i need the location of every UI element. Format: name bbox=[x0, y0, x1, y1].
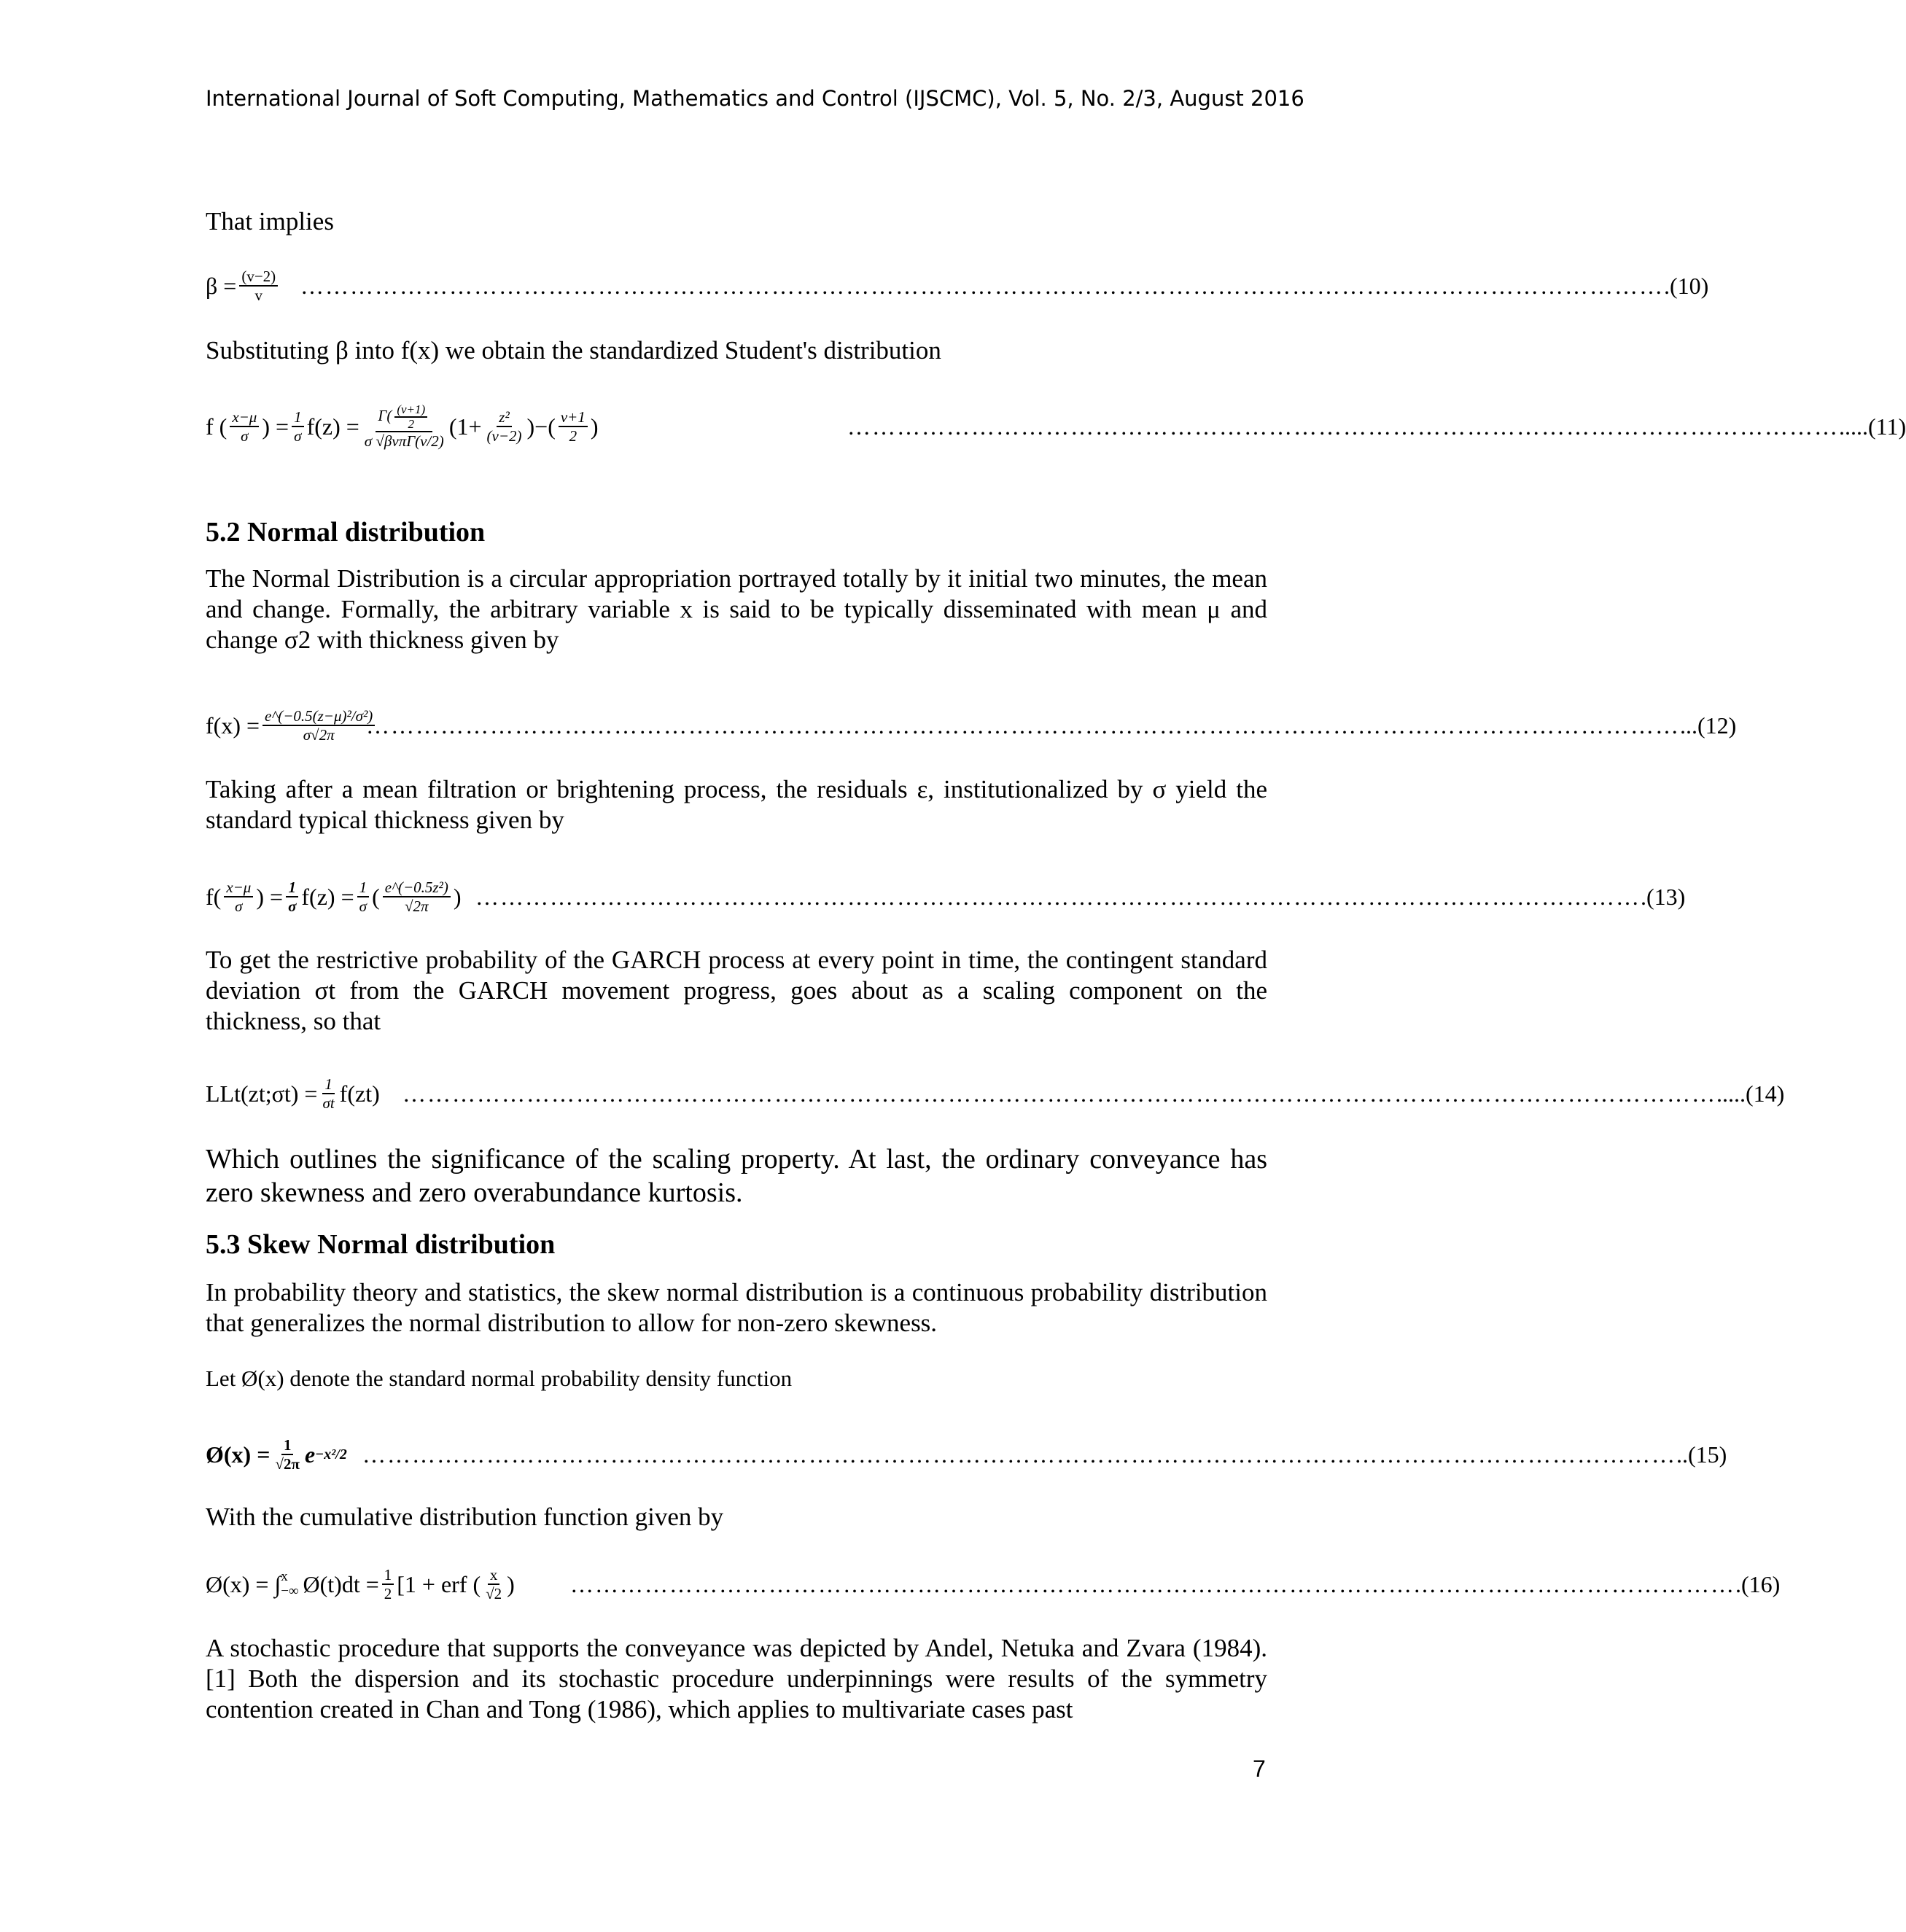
eq13-e-den: √2π bbox=[405, 897, 429, 915]
eq15-den: √2π bbox=[275, 1455, 300, 1473]
eq13-c-num: 1 bbox=[357, 879, 370, 897]
equation-11 bbox=[206, 390, 1906, 463]
eq11-close: ) bbox=[590, 413, 599, 440]
eq12-number: ...(12) bbox=[1680, 712, 1737, 739]
eq13-frac-x bbox=[224, 879, 253, 915]
eq14-den: σt bbox=[322, 1094, 335, 1112]
eq10-number: .(10) bbox=[1664, 272, 1709, 299]
eq11-frac-x bbox=[230, 408, 259, 445]
eq14-dots: …………………………………………………………………………………………………………………………………………… bbox=[402, 1080, 1716, 1107]
paragraph-let: Let Ø(x) denote the standard normal probability density function bbox=[206, 1366, 793, 1391]
eq16-close: ) bbox=[507, 1570, 515, 1597]
paragraph-that-implies: That implies bbox=[206, 207, 334, 235]
eq12-frac bbox=[262, 707, 375, 744]
equation-12-lhs bbox=[206, 685, 378, 766]
eq11-paren1: (1+ bbox=[448, 413, 482, 440]
equation-15-lhs bbox=[206, 1422, 347, 1487]
eq15-number: ..(15) bbox=[1676, 1441, 1727, 1468]
eq11-fz: f(z) = bbox=[306, 413, 359, 440]
eq16-frac-x bbox=[483, 1566, 504, 1602]
section-heading-5-2: 5.2 Normal distribution bbox=[206, 517, 486, 548]
eq12-dots: …………………………………………………………………………………………………………………………………………… bbox=[366, 712, 1680, 739]
equation-11-lhs bbox=[206, 390, 599, 463]
eq11-eq1: ) = bbox=[262, 413, 289, 440]
equation-13-lhs bbox=[206, 864, 461, 930]
eq15-e: e bbox=[304, 1441, 316, 1468]
eq13-dots: …………………………………………………………………………………………………………………………… bbox=[475, 883, 1641, 910]
eq10-fraction bbox=[239, 268, 278, 304]
eq11-frac-v bbox=[559, 408, 588, 445]
eq13-leader bbox=[475, 864, 1686, 930]
eq11-gamma-num bbox=[376, 403, 432, 432]
eq11-x-den: σ bbox=[241, 427, 249, 445]
eq16-half-num: 1 bbox=[382, 1566, 394, 1585]
eq11-x-num: x−μ bbox=[230, 408, 259, 427]
paragraph-skew: In probability theory and statistics, the skew normal distribution is a continuous probability distribution that generalizes the normal distribution to allow for non-zero skewness. bbox=[206, 1278, 1267, 1337]
paragraph-cumulative: With the cumulative distribution function given by bbox=[206, 1503, 724, 1531]
eq14-num: 1 bbox=[322, 1075, 335, 1094]
eq15-frac bbox=[273, 1436, 302, 1473]
eq13-number: .(13) bbox=[1641, 883, 1686, 910]
eq16-lower: −∞ bbox=[281, 1584, 299, 1599]
eq13-eq1: ) = bbox=[256, 883, 284, 910]
eq16-upper: x bbox=[281, 1569, 288, 1584]
eq13-e-num: e^(−0.5z²) bbox=[383, 879, 451, 897]
eq16-number: .(16) bbox=[1735, 1570, 1781, 1597]
eq11-one-den: σ bbox=[294, 427, 302, 445]
equation-15 bbox=[206, 1422, 1727, 1487]
eq11-gamma-inner bbox=[394, 403, 427, 431]
eq10-beta: β = bbox=[206, 272, 237, 299]
eq13-open: ( bbox=[372, 883, 380, 910]
eq12-num: e^(−0.5(z−μ)²/σ²) bbox=[262, 707, 375, 726]
eq11-gamma-inner-num: (v+1) bbox=[394, 403, 427, 418]
eq11-frac-z bbox=[485, 408, 524, 445]
eq16-x-num: x bbox=[488, 1566, 500, 1585]
eq15-num: 1 bbox=[281, 1436, 294, 1455]
eq14-fz: f(zt) bbox=[339, 1080, 380, 1107]
eq16-limits bbox=[281, 1570, 298, 1599]
equation-14-lhs bbox=[206, 1064, 380, 1123]
eq16-dots: …………………………………………………………………………………………………………………………… bbox=[570, 1570, 1735, 1597]
equation-14 bbox=[206, 1064, 1785, 1123]
eq15-exp: −x²/2 bbox=[315, 1446, 347, 1462]
eq13-fz: f(z) = bbox=[301, 883, 354, 910]
eq11-number: .....(11) bbox=[1839, 413, 1906, 440]
eq11-frac-one bbox=[292, 408, 304, 445]
eq11-leader bbox=[847, 390, 1906, 463]
eq12-leader bbox=[366, 685, 1737, 766]
eq14-number: .....(14) bbox=[1716, 1080, 1785, 1107]
equation-10 bbox=[206, 257, 1709, 315]
eq15-leader bbox=[362, 1422, 1727, 1487]
eq16-leader bbox=[570, 1551, 1781, 1617]
eq16-bracket: [1 + erf ( bbox=[397, 1570, 481, 1597]
eq13-f: f( bbox=[206, 883, 222, 910]
eq12-fx: f(x) = bbox=[206, 712, 260, 739]
eq13-frac-e bbox=[383, 879, 451, 915]
eq13-close: ) bbox=[453, 883, 462, 910]
eq13-b-num: 1 bbox=[286, 879, 298, 897]
eq16-phi-integral: Ø(x) = ∫ bbox=[206, 1570, 281, 1597]
equation-16-lhs bbox=[206, 1551, 515, 1617]
eq11-v-den: 2 bbox=[569, 427, 577, 445]
eq13-c-den: σ bbox=[359, 897, 367, 915]
eq11-one-num: 1 bbox=[292, 408, 304, 427]
paragraph-substituting: Substituting β into f(x) we obtain the standardized Student's distribution bbox=[206, 336, 941, 365]
eq10-dots: ………………………………………………………………………………………………………………………………………………… bbox=[300, 272, 1664, 299]
eq11-gamma-sym: Γ( bbox=[378, 406, 392, 424]
eq15-phi: Ø(x) = bbox=[206, 1441, 271, 1468]
eq16-frac-half bbox=[382, 1566, 394, 1602]
paragraph-outlines: Which outlines the significance of the scaling property. At last, the ordinary conveyance has zero skewness and zero overabundance kurtosis. bbox=[206, 1144, 1267, 1208]
paragraph-stochastic: A stochastic procedure that supports the conveyance was depicted by Andel, Netuka and Zvara (1984).[1] Both the dispersion and its stochastic procedure underpinnings were results of the symmetry contention created in Chan and Tong (1986), which applies to multivariate cases past bbox=[206, 1634, 1267, 1723]
eq14-ll: LLt(zt;σt) = bbox=[206, 1080, 318, 1107]
eq10-leader bbox=[300, 257, 1709, 315]
eq11-f: f ( bbox=[206, 413, 227, 440]
eq13-b-den: σ bbox=[288, 897, 297, 915]
eq11-z-den: (v−2) bbox=[486, 427, 522, 445]
eq13-x-num: x−μ bbox=[224, 879, 253, 897]
eq11-v-num: v+1 bbox=[559, 408, 588, 427]
eq14-leader bbox=[402, 1064, 1785, 1123]
eq15-dots: …………………………………………………………………………………………………………………………………………… bbox=[362, 1441, 1676, 1468]
equation-16 bbox=[206, 1551, 1781, 1617]
eq10-num: (v−2) bbox=[239, 268, 278, 287]
eq11-gamma-den: σ √βvπΓ(v/2) bbox=[364, 432, 444, 450]
eq14-frac bbox=[320, 1075, 336, 1112]
eq11-z-num: z² bbox=[497, 408, 511, 427]
eq11-paren2: )−( bbox=[526, 413, 556, 440]
eq11-dots: ………………………………………………………………………………………………………… bbox=[847, 413, 1839, 440]
paragraph-taking: Taking after a mean filtration or brightening process, the residuals ε, institutionalized by σ yield the standard typical thickness given by bbox=[206, 775, 1267, 834]
eq12-den: σ√2π bbox=[303, 726, 335, 744]
equation-13 bbox=[206, 864, 1686, 930]
eq16-x-den: √2 bbox=[486, 1585, 502, 1602]
eq10-den: v bbox=[254, 287, 262, 304]
eq16-half-den: 2 bbox=[384, 1585, 392, 1602]
eq16-mid: Ø(t)dt = bbox=[303, 1570, 379, 1597]
eq13-frac-c bbox=[357, 879, 370, 915]
equation-10-lhs bbox=[206, 257, 281, 315]
section-heading-5-3: 5.3 Skew Normal distribution bbox=[206, 1229, 556, 1260]
running-header: International Journal of Soft Computing, Mathematics and Control (IJSCMC), Vol. 5, No. 2/3, August 2016 bbox=[206, 86, 1304, 111]
eq11-frac-gamma bbox=[362, 403, 446, 450]
equation-12 bbox=[206, 685, 1737, 766]
eq13-frac-b bbox=[286, 879, 298, 915]
paragraph-normal: The Normal Distribution is a circular appropriation portrayed totally by it initial two minutes, the mean and change. Formally, the arbitrary variable x is said to be typically disseminated with mean μ and change σ2 with thickness given by bbox=[206, 564, 1267, 654]
paragraph-restrictive: To get the restrictive probability of the GARCH process at every point in time, the contingent standard deviation σt from the GARCH movement progress, goes about as a scaling component on the thickness, so that bbox=[206, 946, 1267, 1035]
eq11-gamma-inner-den: 2 bbox=[408, 417, 415, 431]
eq13-x-den: σ bbox=[235, 897, 243, 915]
page-number: 7 bbox=[1253, 1756, 1266, 1782]
